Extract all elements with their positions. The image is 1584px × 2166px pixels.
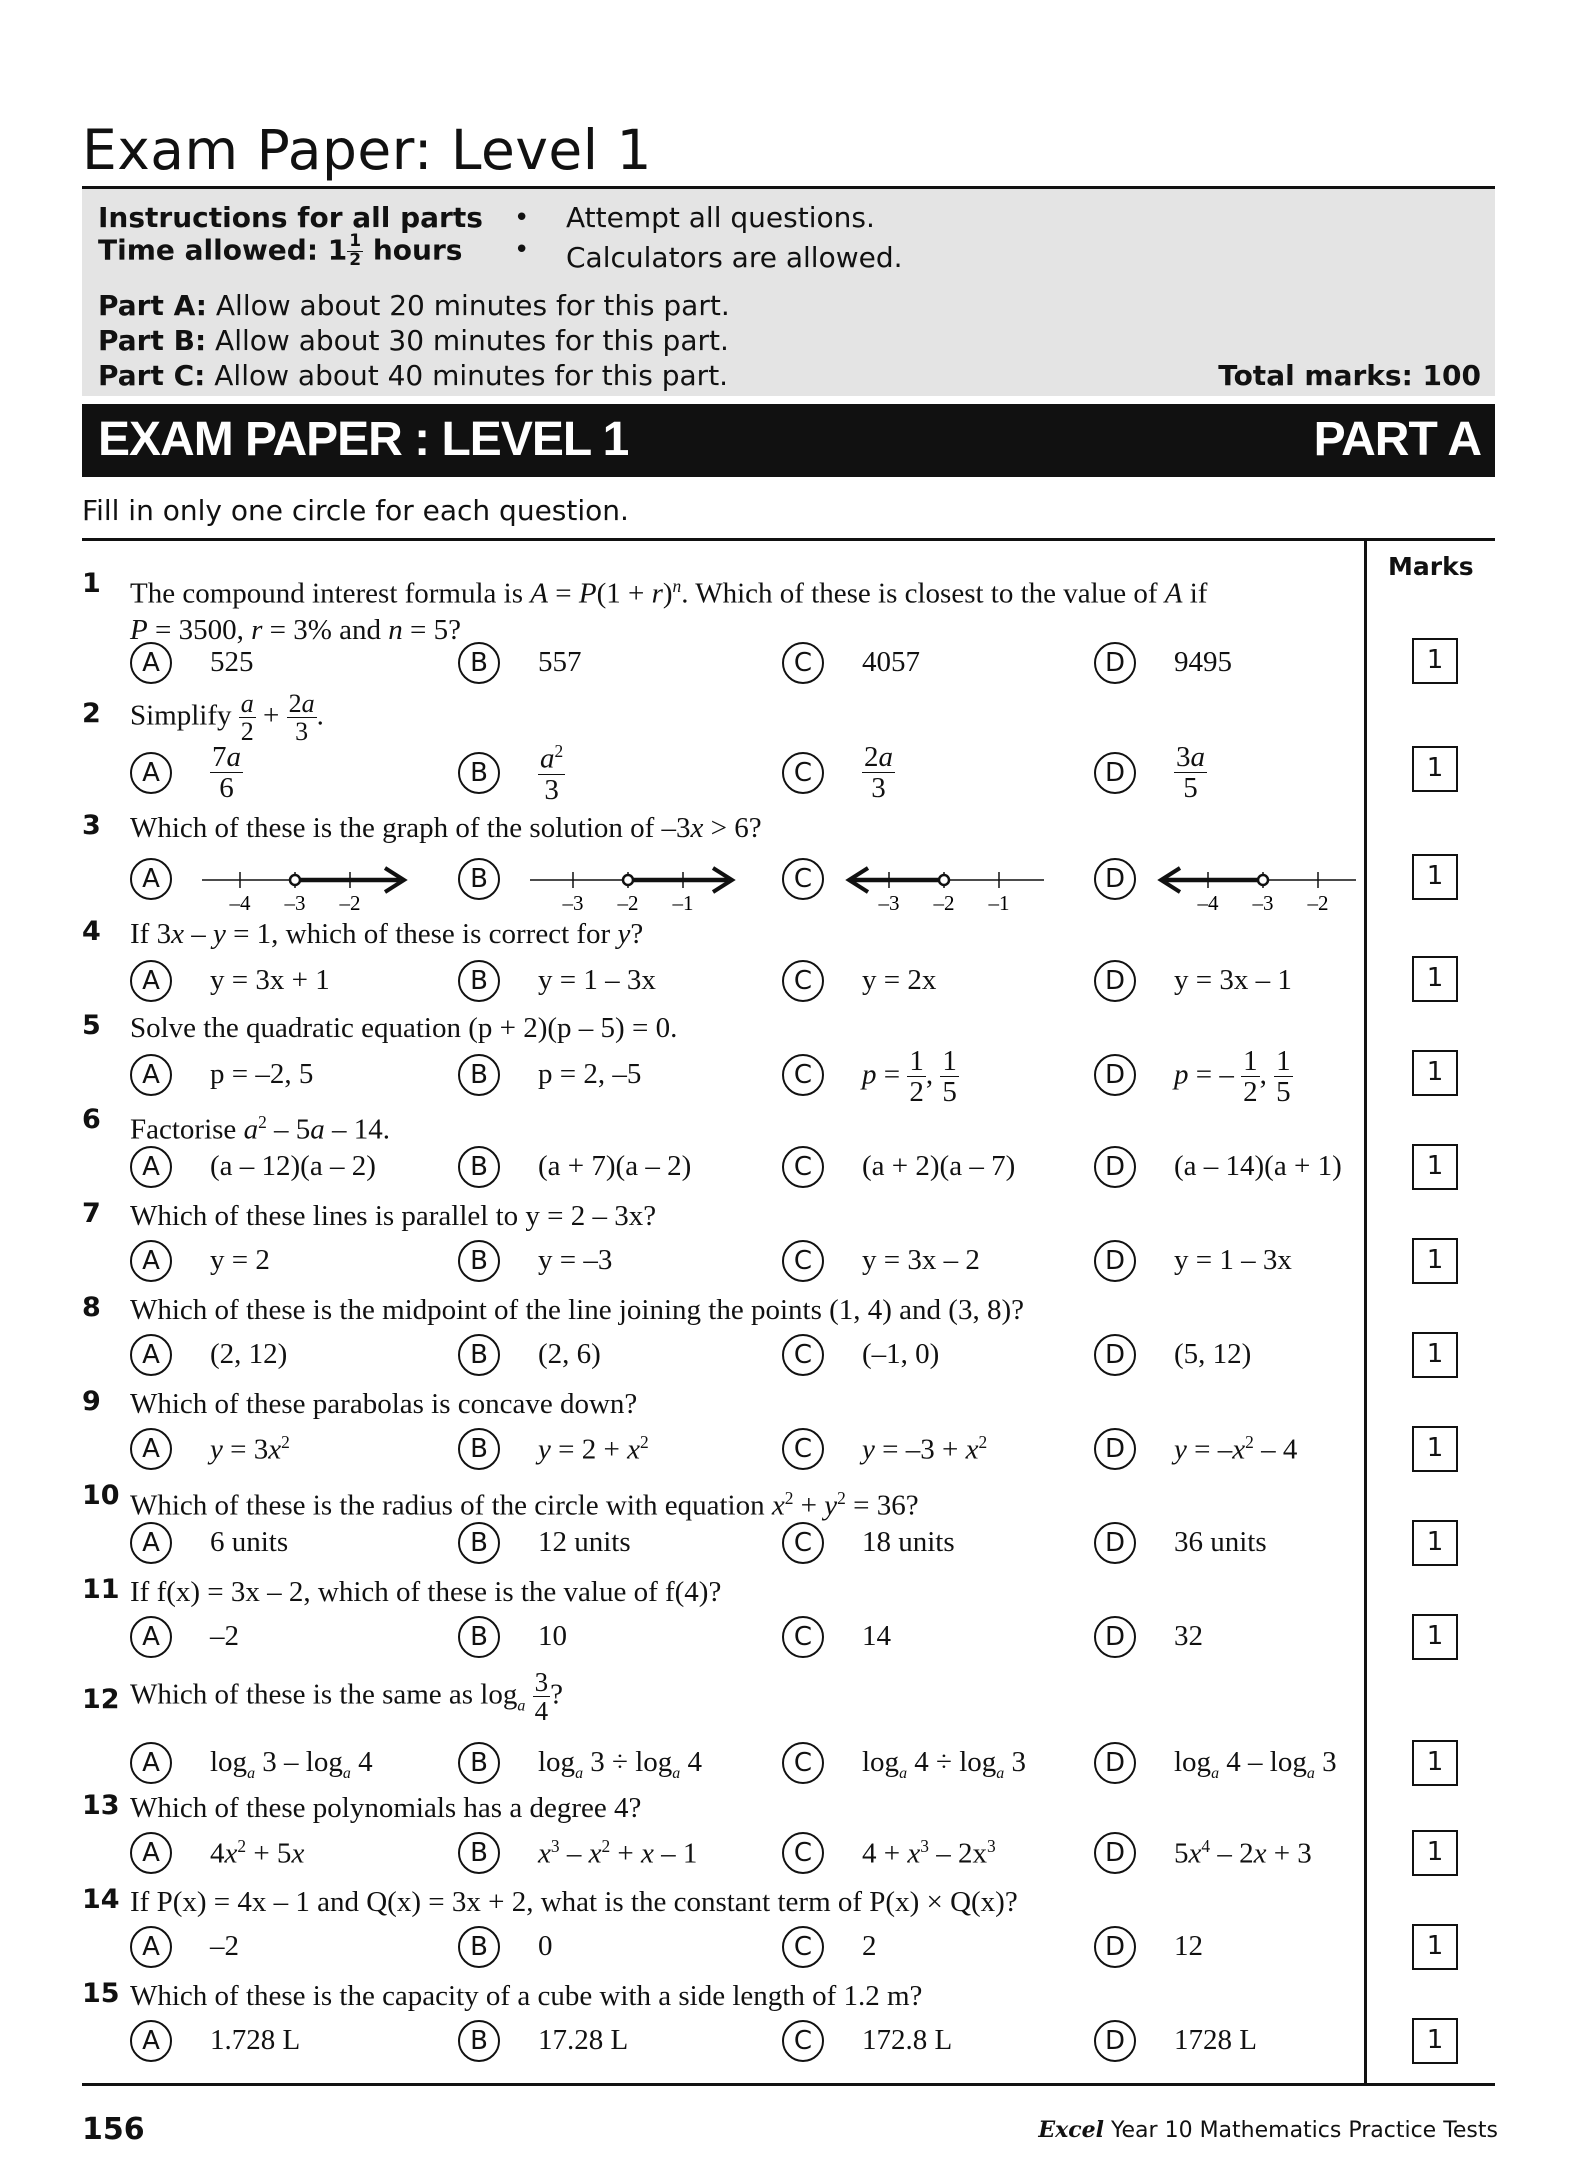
question-stem: If 3x – y = 1, which of these is correct for y? <box>130 918 644 950</box>
question-number: 3 <box>82 810 101 841</box>
question-14: 14 If P(x) = 4x – 1 and Q(x) = 3x + 2, what is the constant term of P(x) × Q(x)? A –2 B 0 C 2 D 12 <box>82 1884 1364 1974</box>
question-top-rule <box>82 538 1495 541</box>
option-a[interactable] <box>130 858 460 915</box>
answer-bubble[interactable]: C <box>782 1240 824 1282</box>
question-stem: Solve the quadratic equation (p + 2)(p – 5) = 0. <box>130 1012 678 1044</box>
question-number: 11 <box>82 1574 120 1605</box>
question-stem: Which of these parabolas is concave down? <box>130 1388 638 1420</box>
question-stem: Which of these polynomials has a degree 4? <box>130 1792 642 1824</box>
answer-bubble[interactable]: C <box>782 1742 824 1784</box>
bullet-icon: • <box>514 235 530 265</box>
question-15: 15 Which of these is the capacity of a cube with a side length of 1.2 m? A 1.728 L B 17.28 L C 172.8 L D 1728 L <box>82 1978 1364 2074</box>
marks-column-divider <box>1364 538 1367 2085</box>
question-5: 5 Solve the quadratic equation (p + 2)(p – 5) = 0. A p = –2, 5 B p = 2, –5 C p = $\frac{1}{2}$ , $\frac{1}{5}$ D p = – $\frac{1}{2}$ , $\frac{1}{5}$ <box>82 1010 1364 1106</box>
question-10: 10 Which of these is the radius of the circle with equation $x^2 + y^2 = 36$? A 6 units B 12 units C 18 units D 36 units <box>82 1480 1364 1570</box>
question-stem: Which of these is the midpoint of the line joining the points (1, 4) and (3, 8)? <box>130 1294 1024 1326</box>
answer-bubble[interactable]: C <box>782 642 824 684</box>
question-number: 13 <box>82 1790 120 1821</box>
answer-bubble[interactable]: A <box>130 858 172 900</box>
svg-text:–3: –3 <box>1252 891 1274 915</box>
instructions-box <box>82 189 1495 396</box>
time-allowed: Time allowed: 1 $\frac{1}{2}$ hours <box>98 231 463 270</box>
question-stem: Which of these is the capacity of a cube with a side length of 1.2 m? <box>130 1980 923 2012</box>
question-7: 7 Which of these lines is parallel to y = 2 – 3x? A y = 2 B y = –3 C y = 3x – 2 D y = 1 – 3x <box>82 1198 1364 1288</box>
section-bar <box>82 404 1495 477</box>
answer-bubble[interactable]: C <box>782 1616 824 1658</box>
section-title: EXAM PAPER : LEVEL 1 <box>98 413 629 466</box>
answer-bubble[interactable]: C <box>782 1926 824 1968</box>
question-stem: Simplify $\frac{a}{2}$ + $\frac{2a}{3}$ . <box>130 689 324 747</box>
answer-bubble[interactable]: A <box>130 2020 172 2062</box>
question-number: 10 <box>82 1480 120 1511</box>
answer-bubble[interactable]: A <box>130 1742 172 1784</box>
svg-text:–2: –2 <box>933 891 955 915</box>
answer-bubble[interactable]: B <box>458 642 500 684</box>
question-number: 2 <box>82 698 101 729</box>
answer-bubble[interactable]: A <box>130 1240 172 1282</box>
number-line-a <box>200 858 460 918</box>
question-2: 2 Simplify $\frac{a}{2}$ + $\frac{2a}{3}$ . A $\frac{7a}{6}$ B $\frac{a^2}{3}$ C $\frac{2a}{3}$ D $\frac{3a}{5}$ <box>82 690 1364 810</box>
answer-bubble[interactable]: A <box>130 1832 172 1874</box>
answer-bubble[interactable]: A <box>130 1428 172 1470</box>
question-8: 8 Which of these is the midpoint of the line joining the points (1, 4) and (3, 8)? A (2, 12) B (2, 6) C (–1, 0) D (5, 12) <box>82 1292 1364 1382</box>
answer-bubble[interactable]: C <box>782 1832 824 1874</box>
mark-box: 1 <box>1412 1238 1458 1284</box>
bullet-icon: • <box>514 203 530 233</box>
answer-bubble[interactable]: A <box>130 1146 172 1188</box>
svg-text:–3: –3 <box>562 891 584 915</box>
instructions-label: Instructions for all parts <box>98 201 483 234</box>
question-number: 9 <box>82 1386 101 1417</box>
question-number: 12 <box>82 1684 120 1715</box>
question-stem: If f(x) = 3x – 2, which of these is the value of f(4)? <box>130 1576 722 1608</box>
mark-box: 1 <box>1412 1740 1458 1786</box>
answer-bubble[interactable]: D <box>1094 1616 1136 1658</box>
answer-bubble[interactable]: C <box>782 858 824 900</box>
question-number: 15 <box>82 1978 120 2009</box>
answer-bubble[interactable]: D <box>1094 1146 1136 1188</box>
answer-bubble[interactable]: D <box>1094 1240 1136 1282</box>
svg-text:–3: –3 <box>284 891 306 915</box>
answer-bubble[interactable]: B <box>458 1428 500 1470</box>
svg-text:–1: –1 <box>672 891 694 915</box>
svg-text:–3: –3 <box>878 891 900 915</box>
svg-text:–4: –4 <box>229 891 251 915</box>
option-b[interactable] <box>458 858 788 915</box>
question-number: 4 <box>82 916 101 947</box>
fill-instruction: Fill in only one circle for each question. <box>82 494 629 527</box>
question-12: 12 Which of these is the same as $\log_a$ $\frac{3}{4}$ ? A $\log_a 3 - \log_a 4$ B $\log_a 3 \div \log_a 4$ C $\log_a 4 \div \log_a 3$ D $\log_a 4 - \log_a 3$ <box>82 1668 1364 1788</box>
mark-box: 1 <box>1412 854 1458 900</box>
answer-bubble[interactable]: C <box>782 1054 824 1096</box>
page-title: Exam Paper: Level 1 <box>82 118 653 182</box>
answer-bubble[interactable]: D <box>1094 752 1136 794</box>
question-number: 6 <box>82 1104 101 1135</box>
answer-bubble[interactable]: B <box>458 1522 500 1564</box>
answer-bubble[interactable]: D <box>1094 1334 1136 1376</box>
mark-box: 1 <box>1412 1332 1458 1378</box>
answer-bubble[interactable]: D <box>1094 642 1136 684</box>
option-c[interactable] <box>782 858 1112 915</box>
mark-box: 1 <box>1412 2018 1458 2064</box>
part-b-time: Part B: Allow about 30 minutes for this part. <box>98 324 729 357</box>
question-3 <box>82 810 1364 916</box>
answer-bubble[interactable]: A <box>130 752 172 794</box>
number-line-b <box>528 858 788 918</box>
answer-bubble[interactable]: A <box>130 1054 172 1096</box>
answer-bubble[interactable]: A <box>130 960 172 1002</box>
answer-bubble[interactable]: B <box>458 1146 500 1188</box>
question-stem: Which of these lines is parallel to y = 2 – 3x? <box>130 1200 657 1232</box>
mark-box: 1 <box>1412 638 1458 684</box>
mark-box: 1 <box>1412 1426 1458 1472</box>
instruction-bullet-2: Calculators are allowed. <box>566 241 903 274</box>
mark-box: 1 <box>1412 1924 1458 1970</box>
answer-bubble[interactable]: B <box>458 1054 500 1096</box>
page-number: 156 <box>82 2112 145 2147</box>
answer-bubble[interactable]: A <box>130 1334 172 1376</box>
answer-bubble[interactable]: D <box>1094 1054 1136 1096</box>
answer-bubble[interactable]: B <box>458 1742 500 1784</box>
answer-bubble[interactable]: C <box>782 2020 824 2062</box>
question-number: 8 <box>82 1292 101 1323</box>
question-stem: If P(x) = 4x – 1 and Q(x) = 3x + 2, what is the constant term of P(x) × Q(x)? <box>130 1886 1018 1918</box>
answer-bubble[interactable]: B <box>458 1240 500 1282</box>
mark-box: 1 <box>1412 1830 1458 1876</box>
question-13: 13 Which of these polynomials has a degree 4? A $4x^2 + 5x$ B $x^3 - x^2 + x - 1$ C $4 + x^3 - 2x^3$ D $5x^4 - 2x + 3$ <box>82 1790 1364 1880</box>
question-number: 5 <box>82 1010 101 1041</box>
question-stem: Factorise $a^2 - 5a - 14$. <box>130 1112 391 1146</box>
answer-bubble[interactable]: C <box>782 1334 824 1376</box>
mark-box: 1 <box>1412 956 1458 1002</box>
mark-box: 1 <box>1412 1050 1458 1096</box>
question-number: 7 <box>82 1198 101 1229</box>
answer-bubble[interactable]: D <box>1094 2020 1136 2062</box>
answer-bubble[interactable]: C <box>782 1522 824 1564</box>
answer-bubble[interactable]: C <box>782 1146 824 1188</box>
answer-bubble[interactable]: B <box>458 1832 500 1874</box>
question-bottom-rule <box>82 2083 1495 2086</box>
question-number: 1 <box>82 568 101 599</box>
answer-bubble[interactable]: B <box>458 2020 500 2062</box>
answer-bubble[interactable]: B <box>458 960 500 1002</box>
answer-bubble[interactable]: A <box>130 1926 172 1968</box>
mark-box: 1 <box>1412 1144 1458 1190</box>
question-stem: Which of these is the radius of the circle with equation $x^2 + y^2 = 36$? <box>130 1488 919 1522</box>
answer-bubble[interactable]: B <box>458 752 500 794</box>
question-number: 14 <box>82 1884 120 1915</box>
answer-bubble[interactable]: D <box>1094 1522 1136 1564</box>
answer-bubble[interactable]: B <box>458 858 500 900</box>
question-1: 1 The compound interest formula is $A = P(1 + r)^n$. Which of these is closest to the value of A if P = 3500, r = 3% and n = 5? A 525 B 557 C 4057 D 9495 <box>82 568 1364 678</box>
part-a-time: Part A: Allow about 20 minutes for this part. <box>98 289 730 322</box>
answer-bubble[interactable]: C <box>782 752 824 794</box>
question-stem: Which of these is the graph of the solution of –3x > 6? <box>130 812 762 844</box>
total-marks: Total marks: 100 <box>1218 359 1481 392</box>
answer-bubble[interactable]: D <box>1094 1742 1136 1784</box>
answer-bubble[interactable]: C <box>782 1428 824 1470</box>
question-stem: The compound interest formula is $A = P(1 + r)^n$. Which of these is closest to the value of A if P = 3500, r = 3% and n = 5? <box>130 576 1208 646</box>
svg-text:–1: –1 <box>988 891 1010 915</box>
option-d[interactable] <box>1094 858 1424 915</box>
answer-bubble[interactable]: A <box>130 1616 172 1658</box>
number-line-d <box>1156 858 1416 918</box>
answer-bubble[interactable]: B <box>458 1926 500 1968</box>
answer-bubble[interactable]: A <box>130 1522 172 1564</box>
part-c-time: Part C: Allow about 40 minutes for this part. <box>98 359 729 392</box>
instruction-bullet-1: Attempt all questions. <box>566 201 875 234</box>
svg-text:–2: –2 <box>1307 891 1329 915</box>
question-9: 9 Which of these parabolas is concave down? A $y = 3x^2$ B $y = 2 + x^2$ C $y = -3 + x^2$ D $y = -x^2 - 4$ <box>82 1386 1364 1476</box>
question-4: 4 If 3x – y = 1, which of these is correct for y? A y = 3x + 1 B y = 1 – 3x C y = 2x D y = 3x – 1 <box>82 916 1364 1006</box>
part-label: PART A <box>1313 413 1481 466</box>
question-stem: Which of these is the same as $\log_a$ $\frac{3}{4}$ ? <box>130 1667 563 1727</box>
question-6: 6 Factorise $a^2 - 5a - 14$. A (a – 12)(a – 2) B (a + 7)(a – 2) C (a + 2)(a – 7) D (a – 14)(a + 1) <box>82 1104 1364 1194</box>
answer-bubble[interactable]: D <box>1094 1832 1136 1874</box>
svg-text:–2: –2 <box>339 891 361 915</box>
book-title: Excel Year 10 Mathematics Practice Tests <box>1038 2117 1498 2143</box>
answer-bubble[interactable]: B <box>458 1616 500 1658</box>
question-11: 11 If f(x) = 3x – 2, which of these is the value of f(4)? A –2 B 10 C 14 D 32 <box>82 1574 1364 1664</box>
answer-bubble[interactable]: B <box>458 1334 500 1376</box>
svg-text:–4: –4 <box>1197 891 1219 915</box>
svg-text:–2: –2 <box>617 891 639 915</box>
marks-heading: Marks <box>1388 552 1474 581</box>
mark-box: 1 <box>1412 1614 1458 1660</box>
answer-bubble[interactable]: D <box>1094 858 1136 900</box>
answer-bubble[interactable]: D <box>1094 1428 1136 1470</box>
answer-bubble[interactable]: D <box>1094 1926 1136 1968</box>
answer-bubble[interactable]: C <box>782 960 824 1002</box>
answer-bubble[interactable]: A <box>130 642 172 684</box>
mark-box: 1 <box>1412 746 1458 792</box>
answer-bubble[interactable]: D <box>1094 960 1136 1002</box>
mark-box: 1 <box>1412 1520 1458 1566</box>
number-line-c <box>844 858 1104 918</box>
